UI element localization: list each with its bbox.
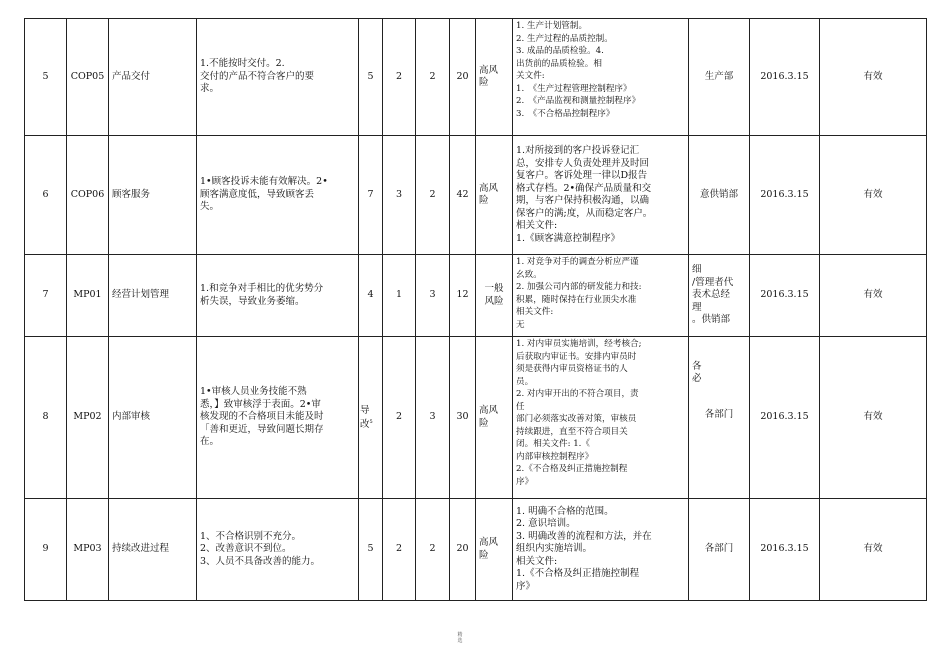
- control-measures-text: 1. 生产计划管制。 2. 生产过程的品质控制。 3. 成品的品质检验。4. 出货前的品质检验。相 关文件: 1. 《生产过程管理控制程序》 2. 《产品监视和测量控制程序》 3. 《不合格品控制程序》: [516, 21, 641, 119]
- process-name: 经营计划管理: [109, 255, 197, 337]
- review-date: 2016.3.15: [750, 255, 820, 337]
- process-code: MP02: [67, 337, 109, 499]
- risk-score: 42: [450, 136, 476, 255]
- control-measures-text: 1. 对内审员实施培训，经考核合; 后获取内审证书。安排内审员时 须是获得内审员资格证书的人 员。 2. 对内审开出的不符合项目，责 任 部门必须落实改善对策，审核员 持续跟进，直至不符合项目关 闭。相关文件: 1.《 内部审核控制程序》 2.《不合格及纠正措施控制程 序》: [516, 339, 642, 487]
- risk-score: 12: [450, 255, 476, 337]
- severity: [359, 337, 383, 499]
- risk-assessment-table: [24, 18, 927, 601]
- control-measures: [513, 337, 689, 499]
- responsible-dept-top: 各 必: [692, 361, 702, 384]
- row-number: 6: [25, 136, 67, 255]
- table-row: [25, 19, 927, 136]
- risk-description: 1.和竞争对手相比的优劣势分 析失误，导致业务萎缩。: [197, 255, 359, 337]
- review-date: 2016.3.15: [750, 499, 820, 601]
- severity-text: 导 改: [360, 404, 370, 430]
- risk-level: 高风 险: [476, 136, 513, 255]
- process-name: 内部审核: [109, 337, 197, 499]
- risk-score: 30: [450, 337, 476, 499]
- occurrence: 1: [383, 255, 416, 337]
- process-code: COP06: [67, 136, 109, 255]
- row-number: 8: [25, 337, 67, 499]
- risk-level: 一般 风险: [476, 255, 513, 337]
- control-measures: 1. 明确不合格的范围。 2. 意识培训。 3. 明确改善的流程和方法，并在 组织内实施培训。 相关文件: 1.《不合格及纠正措施控制程 序》: [513, 499, 689, 601]
- process-name: 顾客服务: [109, 136, 197, 255]
- control-measures-text: 1. 对竞争对手的调查分析应严谨 幺致。 2. 加强公司内部的研发能力和技: 积累，随时保持在行业顶尖水准 相关文件: 无: [516, 257, 642, 330]
- process-code: COP05: [67, 19, 109, 136]
- occurrence: 3: [383, 136, 416, 255]
- risk-level: 高风 险: [476, 499, 513, 601]
- process-code: MP03: [67, 499, 109, 601]
- risk-level: 高风 险: [476, 19, 513, 136]
- responsible-dept-text: 各部门: [704, 409, 734, 420]
- severity: 5: [359, 19, 383, 136]
- risk-description: 1•顾客投诉未能有效解决。2• 顾客满意度低，导致顾客丢 失。: [197, 136, 359, 255]
- process-name: 产品交付: [109, 19, 197, 136]
- status: 有效: [820, 337, 927, 499]
- severity: 4: [359, 255, 383, 337]
- detection: 2: [416, 19, 450, 136]
- severity: 7: [359, 136, 383, 255]
- responsible-dept: 细 /管理者代 表术总经 理 。供销部: [689, 255, 750, 337]
- row-number: 7: [25, 255, 67, 337]
- control-measures: [513, 19, 689, 136]
- severity-superscript: 5: [369, 418, 373, 425]
- review-date: 2016.3.15: [750, 136, 820, 255]
- control-measures: [513, 255, 689, 337]
- risk-description: 1•审核人员业务技能不熟 悉，】致审核浮于表面。2•审 核发现的不合格项目未能及时 「善和更近，导致问题长期存 在。: [197, 337, 359, 499]
- responsible-dept: 意供销部: [689, 136, 750, 255]
- row-number: 5: [25, 19, 67, 136]
- risk-score: 20: [450, 19, 476, 136]
- responsible-dept: 生产部: [689, 19, 750, 136]
- row-number: 9: [25, 499, 67, 601]
- status: 有效: [820, 19, 927, 136]
- page-footer-mark: 精 选: [457, 632, 463, 644]
- table-row: [25, 255, 927, 337]
- occurrence: 2: [383, 19, 416, 136]
- status: 有效: [820, 499, 927, 601]
- occurrence: 2: [383, 337, 416, 499]
- control-measures: 1.对所接到的客户投诉登记汇 总，安排专人负责处理并及时回 复客户。客诉处理一律以D报告 格式存档。2•确保产品质量和交 期，与客户保持积极沟通，以确 保客户的满;度，从而稳定客户。 相关文件: 1.《顾客满意控制程序》: [513, 136, 689, 255]
- risk-description: 1、不合格识别不充分。 2、改善意识不到位。 3、人员不具备改善的能力。: [197, 499, 359, 601]
- detection: 3: [416, 337, 450, 499]
- table-row: [25, 136, 927, 255]
- detection: 2: [416, 499, 450, 601]
- process-code: MP01: [67, 255, 109, 337]
- review-date: 2016.3.15: [750, 337, 820, 499]
- risk-description: 1.不能按时交付。2. 交付的产品不符合客户的要 求。: [197, 19, 359, 136]
- process-name: 持续改进过程: [109, 499, 197, 601]
- severity: 5: [359, 499, 383, 601]
- status: 有效: [820, 255, 927, 337]
- occurrence: 2: [383, 499, 416, 601]
- detection: 2: [416, 136, 450, 255]
- review-date: 2016.3.15: [750, 19, 820, 136]
- detection: 3: [416, 255, 450, 337]
- risk-score: 20: [450, 499, 476, 601]
- table-row: [25, 337, 927, 499]
- responsible-dept: 各部门: [689, 499, 750, 601]
- table-row: [25, 499, 927, 601]
- status: 有效: [820, 136, 927, 255]
- responsible-dept: [689, 337, 750, 499]
- risk-level: 高风 险: [476, 337, 513, 499]
